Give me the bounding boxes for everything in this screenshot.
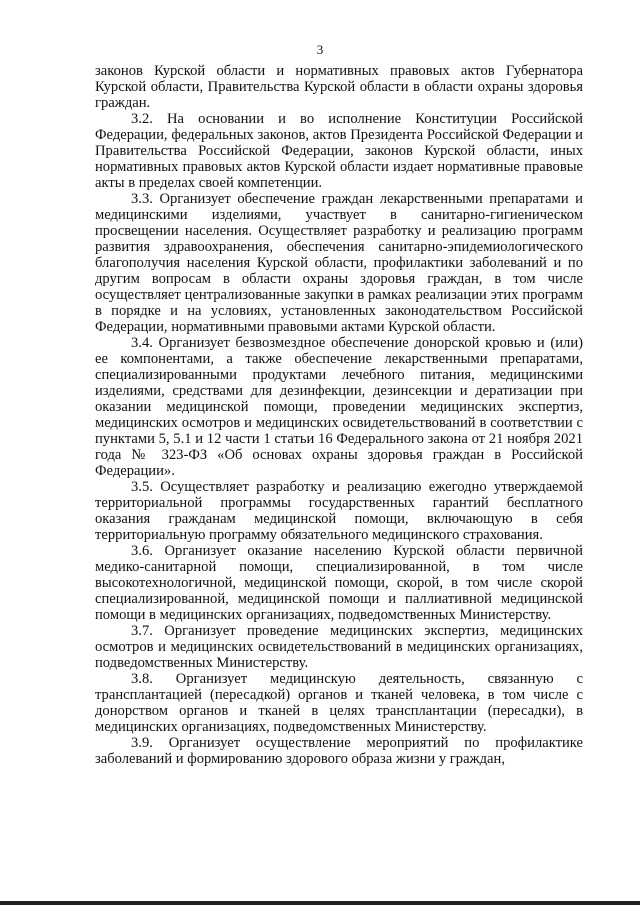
paragraph-3-7: 3.7. Организует проведение медицинских экспертиз, медицинских осмотров и медицинских освидетельствований в медицинских организациях, подведомственных Министерству. [95,623,583,671]
paragraph-3-8: 3.8. Организует медицинскую деятельность, связанную с трансплантацией (пересадкой) органов и тканей человека, в том числе с донорством органов и тканей в целях трансплантации (пересадки), в медицинских организациях, подведомственных Министерству. [95,671,583,735]
paragraph-3-4: 3.4. Организует безвозмездное обеспечение донорской кровью и (или) ее компонентами, а также обеспечение лекарственными препаратами, специализированными продуктами лечебного питания, медицинскими изделиями, средствами для дезинфекции, дезинсекции и дератизации при оказании медицинской помощи, проведении медицинских экспертиз, медицинских осмотров и медицинских освидетельствований в соответствии с пунктами 5, 5.1 и 12 части 1 статьи 16 Федерального закона от 21 ноября 2021 года № 323-ФЗ «Об основах охраны здоровья граждан в Российской Федерации». [95,335,583,479]
paragraph-continuation: законов Курской области и нормативных правовых актов Губернатора Курской области, Правительства Курской области в области охраны здоровья граждан. [95,63,583,111]
paragraph-3-3: 3.3. Организует обеспечение граждан лекарственными препаратами и медицинскими изделиями, участвует в санитарно-гигиеническом просвещении населения. Осуществляет разработку и реализацию программ развития здравоохранения, обеспечения санитарно-эпидемиологического благополучия населения Курской области, профилактики заболеваний и по другим вопросам в области охраны здоровья граждан, в том числе осуществляет централизованные закупки в рамках реализации этих программ в порядке и на условиях, установленных законодательством Российской Федерации, нормативными правовыми актами Курской области. [95,191,583,335]
scan-bottom-edge [0,901,640,905]
paragraph-3-6: 3.6. Организует оказание населению Курской области первичной медико-санитарной помощи, специализированной, в том числе высокотехнологичной, медицинской помощи, скорой, в том числе скорой специализированной, медицинской помощи и паллиативной медицинской помощи в медицинских организациях, подведомственных Министерству. [95,543,583,623]
paragraph-3-5: 3.5. Осуществляет разработку и реализацию ежегодно утверждаемой территориальной программы государственных гарантий бесплатного оказания гражданам медицинской помощи, включающую в себя территориальную программу обязательного медицинского страхования. [95,479,583,543]
paragraph-3-9: 3.9. Организует осуществление мероприятий по профилактике заболеваний и формированию здорового образа жизни у граждан, [95,735,583,767]
paragraph-3-2: 3.2. На основании и во исполнение Конституции Российской Федерации, федеральных законов, актов Президента Российской Федерации и Правительства Российской Федерации, законов Курской области, иных нормативных правовых актов Курской области издает нормативные правовые акты в пределах своей компетенции. [95,111,583,191]
page-number: 3 [316,42,324,57]
document-body [95,63,583,767]
